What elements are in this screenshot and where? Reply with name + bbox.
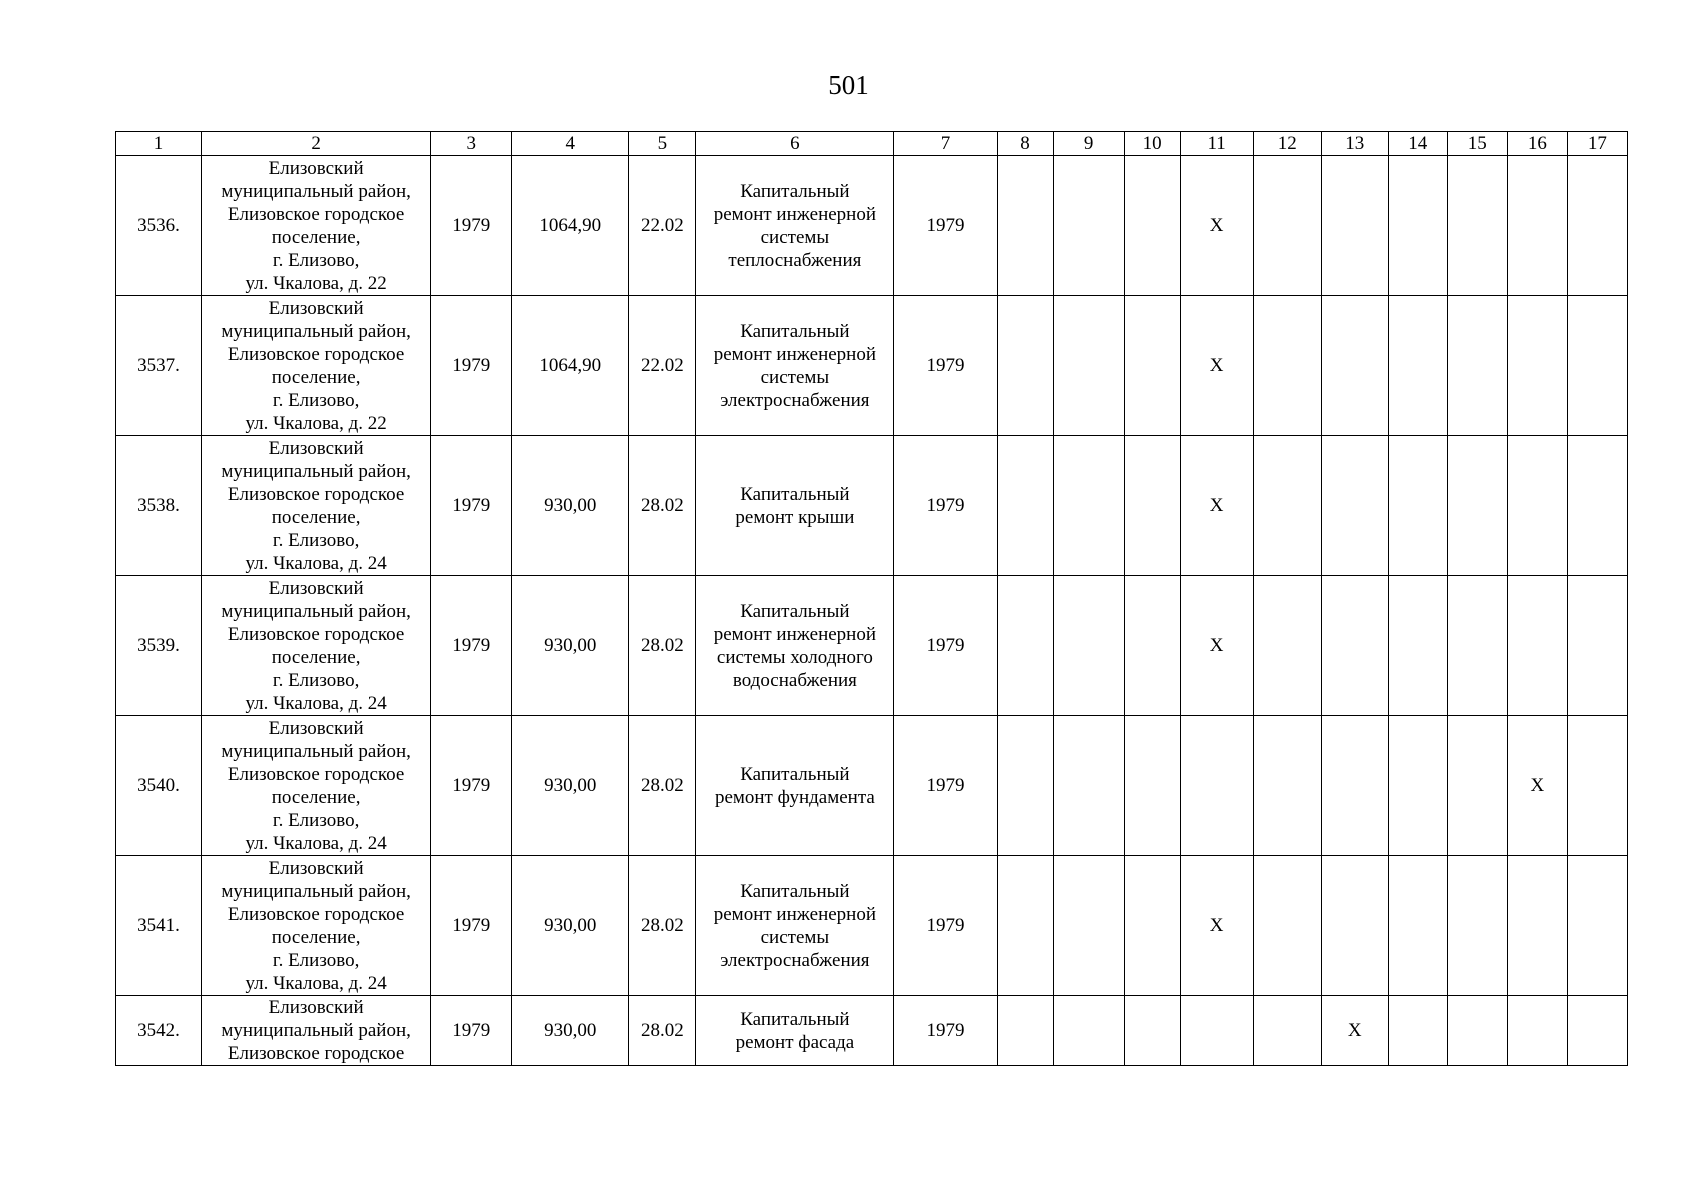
work-type-cell: Капитальный ремонт фундамента [696,716,894,856]
mark-cell [1253,856,1321,996]
column-header: 11 [1180,132,1253,156]
mark-cell [1053,716,1124,856]
area-cell: 1064,90 [512,296,629,436]
column-header: 17 [1567,132,1627,156]
column-header: 10 [1124,132,1180,156]
year-cell-2: 1979 [894,296,997,436]
year-cell: 1979 [431,996,512,1066]
mark-cell: X [1180,576,1253,716]
mark-cell [997,996,1053,1066]
mark-cell [997,716,1053,856]
year-cell: 1979 [431,716,512,856]
code-cell: 28.02 [629,996,696,1066]
mark-cell [1180,996,1253,1066]
mark-cell [1321,716,1388,856]
mark-cell [1253,156,1321,296]
mark-cell [1507,436,1567,576]
table-row [116,856,1628,996]
address-cell: Елизовский муниципальный район, Елизовское городское поселение, г. Елизово, ул. Чкалова, д. 24 [202,576,431,716]
column-header: 9 [1053,132,1124,156]
mark-cell [1053,576,1124,716]
mark-cell [1388,716,1447,856]
mark-cell [1567,856,1627,996]
address-text: Елизовский муниципальный район, Елизовское городское [221,997,411,1064]
mark-cell [1253,716,1321,856]
row-number: 3541. [116,856,202,996]
column-header: 7 [894,132,997,156]
housing-repair-table [115,131,1628,1066]
mark-cell [1124,436,1180,576]
mark-cell [1321,856,1388,996]
mark-cell [997,296,1053,436]
column-header: 3 [431,132,512,156]
mark-cell [1567,996,1627,1066]
address-cell: Елизовский муниципальный район, Елизовское городское поселение, г. Елизово, ул. Чкалова, д. 24 [202,436,431,576]
mark-cell [997,856,1053,996]
mark-cell [1507,996,1567,1066]
column-header: 14 [1388,132,1447,156]
column-header: 16 [1507,132,1567,156]
year-cell-2: 1979 [894,716,997,856]
mark-cell [1567,436,1627,576]
mark-cell [997,436,1053,576]
area-cell: 930,00 [512,436,629,576]
code-cell: 22.02 [629,156,696,296]
table-row [116,156,1628,296]
area-cell: 930,00 [512,996,629,1066]
mark-cell [1124,576,1180,716]
mark-cell: X [1180,856,1253,996]
work-type-cell: Капитальный ремонт инженерной системы электроснабжения [696,856,894,996]
area-cell: 930,00 [512,856,629,996]
mark-cell [1053,156,1124,296]
column-header: 12 [1253,132,1321,156]
area-cell: 930,00 [512,716,629,856]
column-header: 13 [1321,132,1388,156]
mark-cell [1053,296,1124,436]
mark-cell [1507,156,1567,296]
mark-cell [997,156,1053,296]
table-row [116,296,1628,436]
mark-cell: X [1507,716,1567,856]
mark-cell [1388,996,1447,1066]
mark-cell [1507,296,1567,436]
mark-cell: X [1180,436,1253,576]
year-cell-2: 1979 [894,856,997,996]
mark-cell [1447,856,1507,996]
code-cell: 28.02 [629,436,696,576]
mark-cell [1253,996,1321,1066]
mark-cell: X [1180,296,1253,436]
year-cell: 1979 [431,576,512,716]
column-header: 2 [202,132,431,156]
mark-cell [1388,296,1447,436]
row-number: 3538. [116,436,202,576]
row-number: 3542. [116,996,202,1066]
column-header: 1 [116,132,202,156]
mark-cell [1124,996,1180,1066]
year-cell-2: 1979 [894,576,997,716]
work-type-cell: Капитальный ремонт фасада [696,996,894,1066]
row-number: 3539. [116,576,202,716]
mark-cell [1321,296,1388,436]
mark-cell [1321,576,1388,716]
year-cell: 1979 [431,436,512,576]
mark-cell: X [1180,156,1253,296]
mark-cell [1567,716,1627,856]
code-cell: 28.02 [629,856,696,996]
address-cell: Елизовский муниципальный район, Елизовское городское поселение, г. Елизово, ул. Чкалова, д. 24 [202,856,431,996]
mark-cell [1567,156,1627,296]
address-cell: Елизовский муниципальный район, Елизовское городское поселение, г. Елизово, ул. Чкалова, д. 22 [202,296,431,436]
column-header: 4 [512,132,629,156]
mark-cell [1124,296,1180,436]
column-header: 6 [696,132,894,156]
column-header: 15 [1447,132,1507,156]
work-type-cell: Капитальный ремонт инженерной системы электроснабжения [696,296,894,436]
address-cell [202,996,431,1066]
year-cell: 1979 [431,856,512,996]
mark-cell [1388,856,1447,996]
mark-cell [1053,436,1124,576]
area-cell: 1064,90 [512,156,629,296]
row-number: 3540. [116,716,202,856]
mark-cell [1321,436,1388,576]
year-cell: 1979 [431,296,512,436]
row-number: 3537. [116,296,202,436]
mark-cell [1507,576,1567,716]
work-type-cell: Капитальный ремонт инженерной системы теплоснабжения [696,156,894,296]
work-type-cell: Капитальный ремонт инженерной системы холодного водоснабжения [696,576,894,716]
mark-cell [1124,156,1180,296]
table-row [116,576,1628,716]
work-type-cell: Капитальный ремонт крыши [696,436,894,576]
mark-cell [1507,856,1567,996]
area-cell: 930,00 [512,576,629,716]
mark-cell [1321,156,1388,296]
mark-cell [1253,436,1321,576]
table-row [116,716,1628,856]
year-cell-2: 1979 [894,156,997,296]
mark-cell [1447,716,1507,856]
mark-cell [1447,156,1507,296]
mark-cell [1567,576,1627,716]
mark-cell [1447,996,1507,1066]
mark-cell [1447,576,1507,716]
address-cell: Елизовский муниципальный район, Елизовское городское поселение, г. Елизово, ул. Чкалова, д. 22 [202,156,431,296]
mark-cell [997,576,1053,716]
mark-cell [1053,996,1124,1066]
mark-cell [1124,856,1180,996]
mark-cell [1124,716,1180,856]
mark-cell [1447,436,1507,576]
mark-cell [1253,296,1321,436]
mark-cell [1567,296,1627,436]
code-cell: 22.02 [629,296,696,436]
column-number-row [116,132,1628,156]
mark-cell [1447,296,1507,436]
year-cell-2: 1979 [894,436,997,576]
table-row [116,436,1628,576]
mark-cell [1388,576,1447,716]
address-cell: Елизовский муниципальный район, Елизовское городское поселение, г. Елизово, ул. Чкалова, д. 24 [202,716,431,856]
table-row [116,996,1628,1066]
mark-cell: X [1321,996,1388,1066]
mark-cell [1180,716,1253,856]
page-number: 501 [828,70,869,100]
column-header: 5 [629,132,696,156]
column-header: 8 [997,132,1053,156]
year-cell-2: 1979 [894,996,997,1066]
mark-cell [1388,156,1447,296]
mark-cell [1253,576,1321,716]
mark-cell [1388,436,1447,576]
year-cell: 1979 [431,156,512,296]
row-number: 3536. [116,156,202,296]
code-cell: 28.02 [629,576,696,716]
mark-cell [1053,856,1124,996]
code-cell: 28.02 [629,716,696,856]
